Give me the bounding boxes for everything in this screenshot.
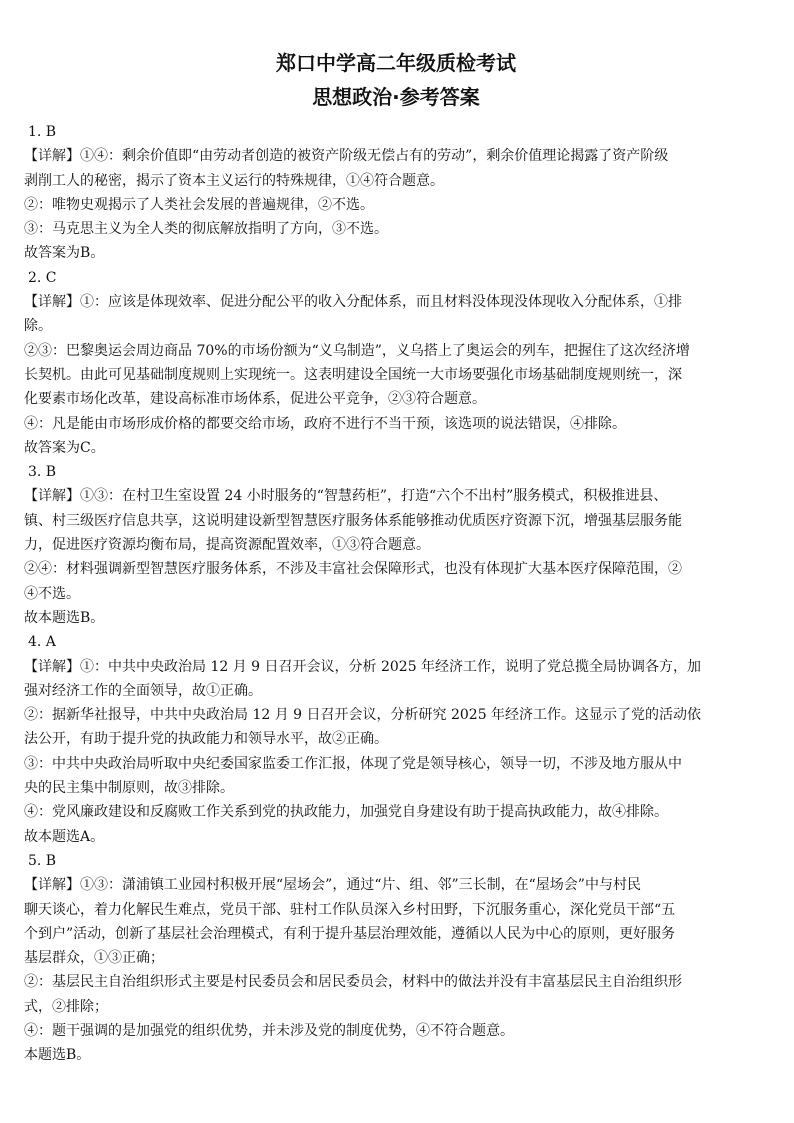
explanation-line: ②③：巴黎奥运会周边商品 70%的市场份额为“义乌制造”，义乌搭上了奥运会的列车，把握住了这次经济增 xyxy=(24,342,690,359)
explanation-line: 法公开，有助于提升党的执政能力和领导水平，故②正确。 xyxy=(24,731,388,748)
answer-key-line: 1. B xyxy=(28,124,57,140)
explanation-line: 【详解】①：中共中央政治局 12 月 9 日召开会议，分析 2025 年经济工作，说明了党总揽全局协调各方，加 xyxy=(24,658,702,675)
answer-body xyxy=(24,120,768,1068)
answer-key-line: 3. B xyxy=(28,464,57,481)
explanation-line: ③：中共中央政治局听取中央纪委国家监委工作汇报，体现了党是领导核心，领导一切，不涉及地方服从中 xyxy=(24,755,682,772)
explanation-line: 强对经济工作的全面领导，故①正确。 xyxy=(24,682,262,699)
explanation-line: 故本题选B。 xyxy=(24,609,105,626)
explanation-line: 力，促进医疗资源均衡布局，提高资源配置效率，①③符合题意。 xyxy=(24,537,430,554)
explanation-line: 本题选B。 xyxy=(24,1047,91,1064)
explanation-line: ④：党风廉政建设和反腐败工作关系到党的执政能力，加强党自身建设有助于提高执政能力，故④排除。 xyxy=(24,804,668,821)
explanation-line: ③：马克思主义为全人类的彻底解放指明了方向，③不选。 xyxy=(24,221,388,238)
explanation-line: ②：基层民主自治组织形式主要是村民委员会和居民委员会，材料中的做法并没有丰富基层民主自治组织形 xyxy=(24,974,682,991)
answer-key-line: 4. A xyxy=(28,634,56,651)
explanation-line: 剥削工人的秘密，揭示了资本主义运行的特殊规律，①④符合题意。 xyxy=(24,172,444,189)
exam-subtitle: 思想政治·参考答案 xyxy=(312,85,480,109)
explanation-line: 故答案为C。 xyxy=(24,439,105,456)
explanation-line: 除。 xyxy=(24,318,52,335)
explanation-line: 基层群众，①③正确； xyxy=(24,950,164,967)
explanation-line: 故本题选A。 xyxy=(24,828,105,845)
explanation-line: ④不选。 xyxy=(24,585,80,602)
explanation-line: 【详解】①：应该是体现效率、促进分配公平的收入分配体系，而且材料没体现没体现收入分配体系，①排 xyxy=(24,294,682,311)
answer-key-line: 2. C xyxy=(28,269,57,286)
explanation-line: 镇、村三级医疗信息共享，这说明建设新型智慧医疗服务体系能够推动优质医疗资源下沉，增强基层服务能 xyxy=(24,512,682,529)
explanation-line: 【详解】①③：在村卫生室设置 24 小时服务的“智慧药柜”，打造“六个不出村”服务模式，积极推进县、 xyxy=(24,488,668,505)
answer-key-line: 5. B xyxy=(28,852,57,869)
explanation-line: 【详解】①③：潇浦镇工业园村积极开展“屋场会”，通过“片、组、邻”三长制，在“屋场会”中与村民 xyxy=(24,877,641,894)
explanation-line: 央的民主集中制原则，故③排除。 xyxy=(24,780,234,797)
explanation-line: 【详解】①④：剩余价值即“由劳动者创造的被资产阶级无偿占有的劳动”，剩余价值理论揭露了资产阶级 xyxy=(24,148,669,165)
explanation-line: 个到户”活动，创新了基层社会治理模式，有利于提升基层治理效能，遵循以人民为中心的原则，更好服务 xyxy=(24,925,676,942)
explanation-line: 故答案为B。 xyxy=(24,245,105,262)
explanation-line: ②：唯物史观揭示了人类社会发展的普遍规律，②不选。 xyxy=(24,196,374,213)
explanation-line: ④：题干强调的是加强党的组织优势，并未涉及党的制度优势，④不符合题意。 xyxy=(24,1022,514,1039)
explanation-line: 式，②排除； xyxy=(24,998,108,1015)
explanation-line: 化要素市场化改革，建设高标准市场体系，促进公平竞争，②③符合题意。 xyxy=(24,391,486,408)
explanation-line: 长契机。由此可见基础制度规则上实现统一。这表明建设全国统一大市场要强化市场基础制度规则统一，深 xyxy=(24,366,682,383)
explanation-line: 聊天谈心，着力化解民生难点，党员干部、驻村工作队员深入乡村田野，下沉服务重心，深化党员干部“五 xyxy=(24,901,676,918)
exam-title: 郑口中学高二年级质检考试 xyxy=(276,51,516,75)
explanation-line: ④：凡是能由市场形成价格的都要交给市场，政府不进行不当干预，该选项的说法错误，④排除。 xyxy=(24,415,626,432)
explanation-line: ②④：材料强调新型智慧医疗服务体系，不涉及丰富社会保障形式，也没有体现扩大基本医疗保障范围，② xyxy=(24,561,682,578)
explanation-line: ②：据新华社报导，中共中央政治局 12 月 9 日召开会议，分析研究 2025 年经济工作。这显示了党的活动依 xyxy=(24,707,702,724)
